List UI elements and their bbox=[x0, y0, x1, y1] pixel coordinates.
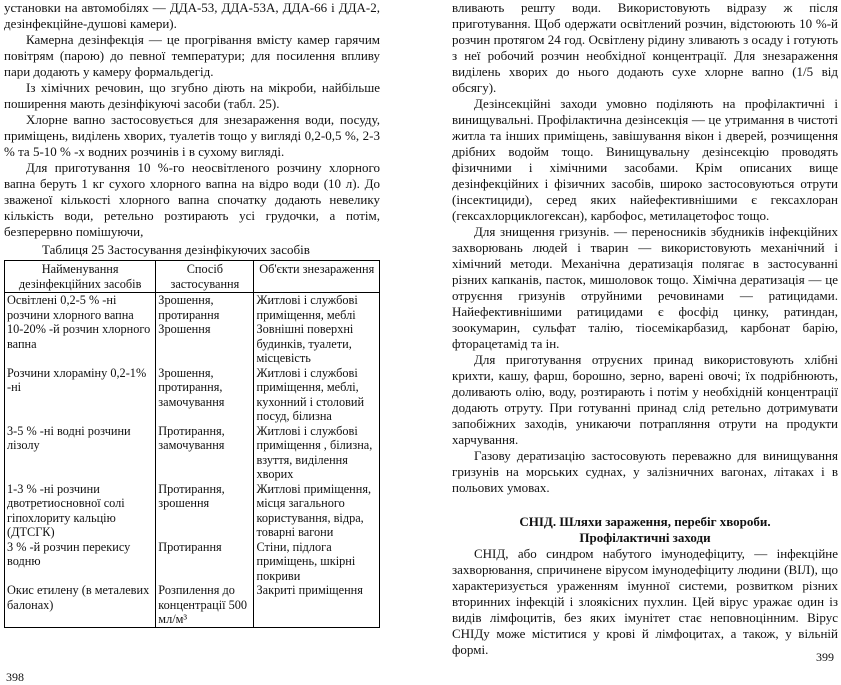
table-cell: Розпилення до концентрації 500 мл/м³ bbox=[156, 583, 254, 627]
table-cell: Житлові і службові приміщення, меблі, кухонний і столовий посуд, білизна bbox=[254, 366, 380, 424]
table-header-row bbox=[5, 261, 380, 293]
table-cell: Зрошення, протирання bbox=[156, 293, 254, 323]
table-cell: Освітлені 0,2-5 % -ні розчини хлорного вапна bbox=[5, 293, 156, 323]
table-cell: 10-20% -й розчин хлорного вапна bbox=[5, 322, 156, 366]
paragraph: Камерна дезінфекція — це прогрівання вмісту камер гарячим повітрям (парою) до певної температури; для посилення впливу пари додають у камеру формальдегід. bbox=[4, 32, 380, 79]
paragraph: Для знищення гризунів. — переносників збудників інфекційних захворювань людей і тварин — використовують механічний і хімічний методи. Механічна дератизація полягає в застосуванні різних капканів, пасток, мишоловок тощо. Хімічна дератизація — це отруєння гризунів отруйними речовинами — ратицидами. Найефективнішими ратицидами є фосфід цинку, ратиндан, зоокумарин, сульфат талію, тіосемікарбазид, карбонат барію, фторацетамід та ін. bbox=[452, 224, 838, 351]
column-header: Спосіб застосування bbox=[156, 261, 254, 293]
heading-line: Профілактичні заходи bbox=[579, 530, 711, 545]
table-cell: Протирання, зрошення bbox=[156, 482, 254, 540]
paragraph: СНІД, або синдром набутого імунодефіциту, — інфекційне захворювання, спричинене вірусом імунодефіциту людини (ВІЛ), що характеризується ураженням імунної системи, розвитком різних вторинних інфекцій і злоякісних пухлин. Цей вірус уражає один із видів лімфоцитів, без яких імунітет стає неповноцінним. Вірус СНІДу може міститися у крові й лімфоцитах, а також, у вільній формі. bbox=[452, 546, 838, 657]
table-row bbox=[5, 366, 380, 424]
table-cell: Зрошення bbox=[156, 322, 254, 366]
section-heading bbox=[452, 514, 838, 546]
table-cell: Житлові і службові приміщення , білизна, взуття, виділення хворих bbox=[254, 424, 380, 482]
disinfectant-table bbox=[4, 260, 380, 628]
paragraph: Дезінсекційні заходи умовно поділяють на профілактичні і винищувальні. Профілактична дезінсекція — це утримання в чистоті житла та інших приміщень, завішування вікон і дверей, розчищення дрібних водойм тощо. Винищувальну дезінсекцію проводять фізичними і хімічними засобами. Крім описаних вище дезінфекційних і фізичних засобів, широко застосовуються отрути (інсектициди), серед яких найефективнішими є гексахлоран (гексахлорциклогексан), карбофос, метилацетофос тощо. bbox=[452, 96, 838, 223]
table-cell: Зрошення, протирання, замочування bbox=[156, 366, 254, 424]
right-page bbox=[452, 0, 838, 658]
table-cell: Житлові і службові приміщення, меблі bbox=[254, 293, 380, 323]
paragraph: Із хімічних речовин, що згубно діють на мікроби, найбільше поширення мають дезінфікуючі засоби (табл. 25). bbox=[4, 80, 380, 111]
table-cell: Стіни, підлога приміщень, шкірні покриви bbox=[254, 540, 380, 584]
table-cell: Протирання bbox=[156, 540, 254, 584]
heading-line: СНІД. Шляхи зараження, перебіг хвороби. bbox=[519, 514, 771, 529]
page-number-right: 399 bbox=[816, 650, 834, 664]
table-row bbox=[5, 482, 380, 540]
table-row bbox=[5, 424, 380, 482]
paragraph: Для приготування 10 %-го неосвітленого розчину хлорного вапна беруть 1 кг сухого хлорного вапна на відро води (10 л). До зваженої кількості хлорного вапна спочатку додають невелику кількість води, ретельно розтирають усі грудочки, а потім, безперервно помішуючи, bbox=[4, 160, 380, 239]
table-cell: Закриті приміщення bbox=[254, 583, 380, 627]
table-row bbox=[5, 293, 380, 323]
column-header: Найменування дезінфекційних засобів bbox=[5, 261, 156, 293]
table-row bbox=[5, 322, 380, 366]
left-page bbox=[4, 0, 380, 628]
table-row bbox=[5, 583, 380, 627]
paragraph: вливають решту води. Використовують відразу ж після приготування. Щоб одержати освітлений розчин, відстоюють 10 %-й розчин протягом 24 год. Освітлену рідину зливають з осаду і готують з неї робочий розчин необхідної концентрації. Для знезараження виділень хворих до нього додають сухе хлорне вапно (1/5 від обсягу). bbox=[452, 0, 838, 95]
table-caption: Таблиця 25 Застосування дезінфікуючих засобів bbox=[42, 242, 310, 257]
table-cell: 1-3 % -ні розчини двотретиосновної солі гіпохлориту кальцію (ДТСГК) bbox=[5, 482, 156, 540]
table-cell: Протирання, замочування bbox=[156, 424, 254, 482]
table-cell: 3 % -й розчин перекису водню bbox=[5, 540, 156, 584]
paragraph: Для приготування отруєних принад використовують хлібні крихти, кашу, фарш, борошно, зерно, варені овочі; їх подрібнюють, доливають олію, воду, розтирають і потім у необхідній концентрації додають отруту. При готуванні принад слід ретельно дотримувати запобіжних заходів, уникаючи потрапляння отрути на продукти харчування. bbox=[452, 352, 838, 447]
paragraph: Газову дератизацію застосовують переважно для винищування гризунів на морських суднах, у залізничних вагонах, літаках і в польових умовах. bbox=[452, 448, 838, 495]
column-header: Об'єкти знезараження bbox=[254, 261, 380, 293]
table-cell: Зовнішні поверхні будинків, туалети, місцевість bbox=[254, 322, 380, 366]
table-row bbox=[5, 540, 380, 584]
table-cell: Окис етилену (в металевих балонах) bbox=[5, 583, 156, 627]
page-number-left: 398 bbox=[6, 670, 24, 684]
paragraph: Хлорне вапно застосовується для знезараження води, посуду, приміщень, виділень хворих, туалетів тощо у вигляді 0,2-0,5 %, 2-3 % та 5-10 % -х водних розчинів і в сухому вигляді. bbox=[4, 112, 380, 159]
table-cell: 3-5 % -ні водні розчини лізолу bbox=[5, 424, 156, 482]
table-cell: Розчини хлораміну 0,2-1% -ні bbox=[5, 366, 156, 424]
paragraph: установки на автомобілях — ДДА-53, ДДА-53А, ДДА-66 і ДДА-2, дезінфекційне-душові камери). bbox=[4, 0, 380, 31]
table-cell: Житлові приміщення, місця загального користування, відра, товарні вагони bbox=[254, 482, 380, 540]
